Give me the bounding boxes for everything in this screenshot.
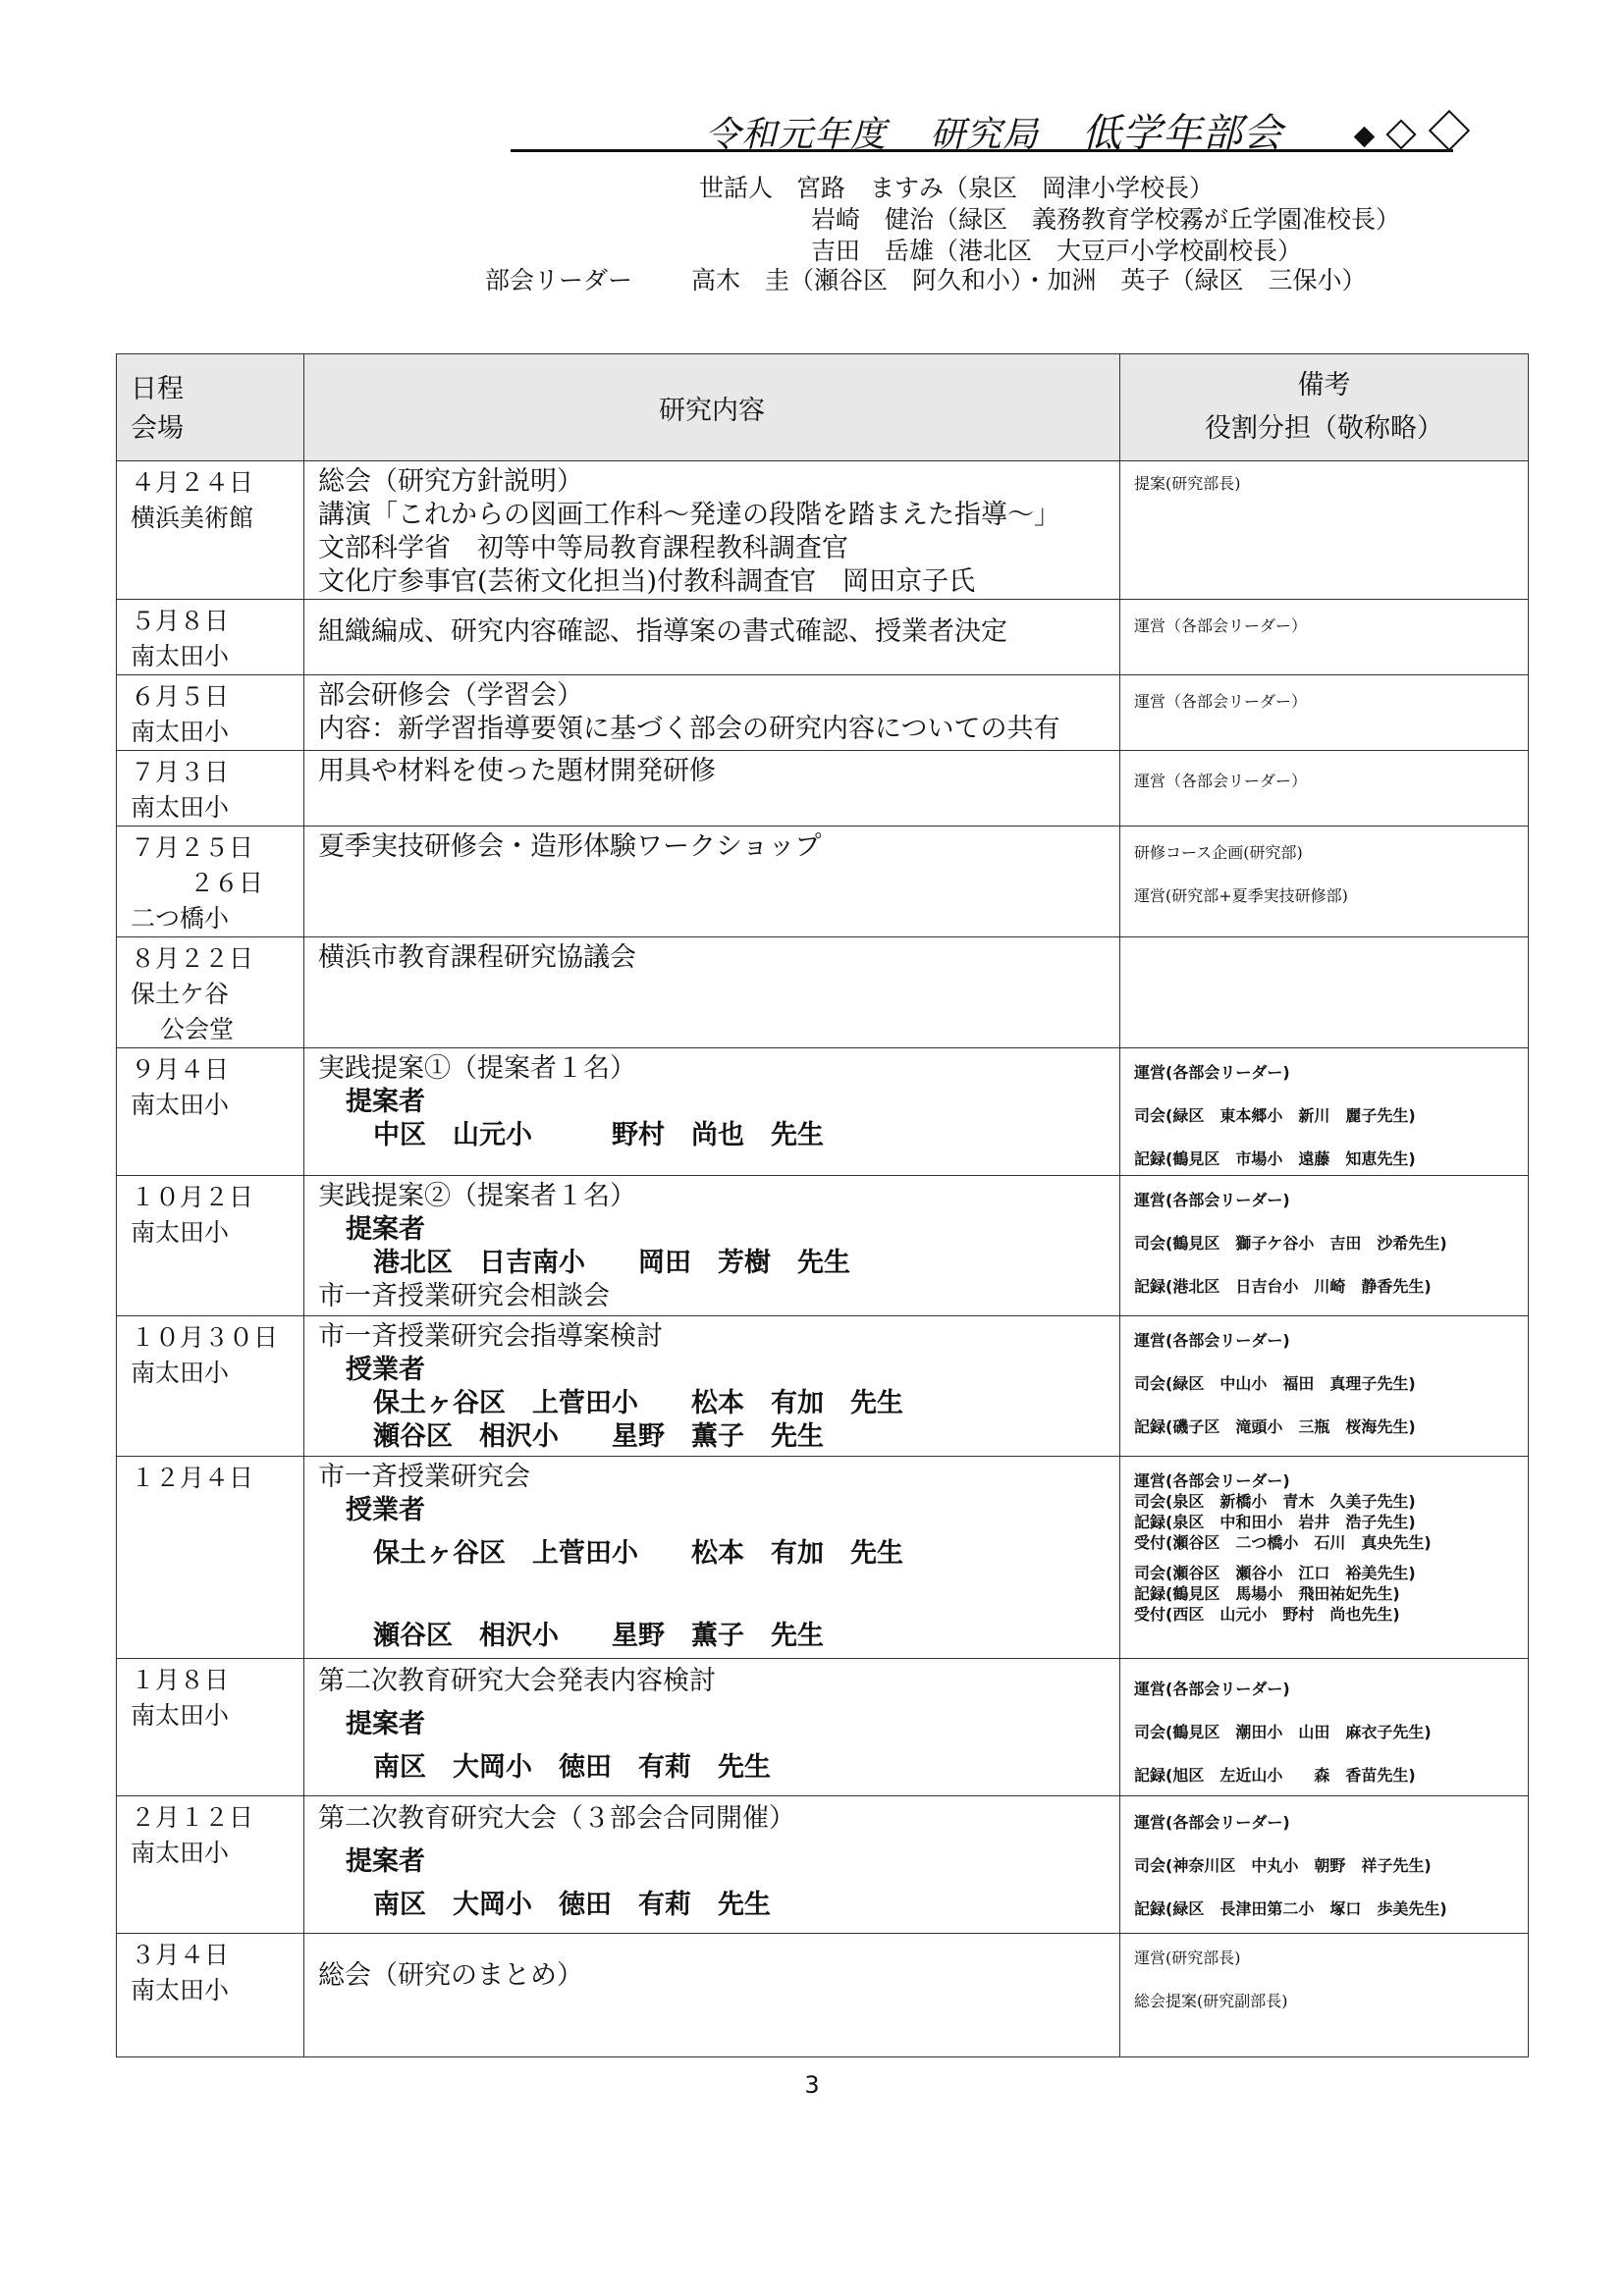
content-line: 市一斉授業研究会 <box>318 1462 530 1492</box>
date: ７月３日 <box>131 758 230 786</box>
remark-line: 記録(緑区 長津田第二小 塚口 歩美先生) <box>1134 1899 1447 1918</box>
content-line: 文化庁参事官(芸術文化担当)付教科調査官 岡田京子氏 <box>318 566 976 597</box>
date-cell <box>117 1048 304 1176</box>
content-line: 授業者 <box>346 1495 425 1525</box>
date: ９月４日 <box>131 1055 230 1084</box>
remarks-cell <box>1120 751 1529 827</box>
content-line: 南区 大岡小 徳田 有莉 先生 <box>373 1752 771 1783</box>
date-cell <box>117 1176 304 1316</box>
date: ６月５日 <box>131 682 230 711</box>
content-cell <box>304 751 1120 827</box>
remark-line: 受付(瀬谷区 二つ橋小 石川 真央先生) <box>1134 1533 1432 1552</box>
content-line: 講演「これからの図画工作科～発達の段階を踏まえた指導～」 <box>318 500 1060 530</box>
remark-line: 記録(旭区 左近山小 森 香苗先生) <box>1134 1766 1416 1785</box>
content-line: 市一斉授業研究会相談会 <box>318 1281 610 1311</box>
date: ８月２２日 <box>131 944 254 973</box>
venue: 公会堂 <box>160 1015 235 1043</box>
content-cell <box>304 1796 1120 1934</box>
content-line: 授業者 <box>346 1355 425 1385</box>
header-content: 研究内容 <box>304 354 1120 461</box>
venue: 南太田小 <box>131 1359 230 1387</box>
content-line: 夏季実技研修会・造形体験ワークショップ <box>318 831 822 862</box>
content-cell <box>304 1176 1120 1316</box>
date-cell <box>117 675 304 751</box>
date-cell <box>117 1457 304 1659</box>
venue: 南太田小 <box>131 1091 230 1119</box>
date-cell <box>117 827 304 937</box>
remarks-cell <box>1120 1457 1529 1659</box>
date: ２６日 <box>189 869 264 897</box>
table-row <box>117 937 1529 1048</box>
table-row <box>117 1659 1529 1796</box>
staff-line-2 <box>811 204 1400 236</box>
venue: 南太田小 <box>131 1701 230 1730</box>
staff-text: 宮路 ますみ（泉区 岡津小学校長） <box>796 174 1215 202</box>
remarks-cell <box>1120 461 1529 600</box>
date-cell <box>117 1316 304 1457</box>
content-line: 実践提案②（提案者１名） <box>318 1181 636 1211</box>
remark-line: 記録(泉区 中和田小 岩井 浩子先生) <box>1134 1513 1416 1531</box>
content-line: 提案者 <box>346 1846 425 1877</box>
venue: 南太田小 <box>131 642 230 670</box>
remark-line: 研修コース企画(研究部) <box>1134 843 1303 862</box>
remarks-cell <box>1120 1048 1529 1176</box>
content-line: 部会研修会（学習会） <box>318 680 583 711</box>
title-year: 令和元年度 <box>705 115 888 155</box>
date: １０月３０日 <box>131 1323 279 1352</box>
remark-line: 運営(各部会リーダー) <box>1134 1680 1290 1698</box>
date-cell <box>117 461 304 600</box>
header-roles: 役割分担（敬称略） <box>1205 413 1443 444</box>
remark-line: 運営(各部会リーダー) <box>1134 1063 1290 1082</box>
remark-line: 記録(港北区 日吉台小 川崎 静香先生) <box>1134 1277 1432 1296</box>
remark-line: 運営(研究部+夏季実技研修部) <box>1134 886 1348 905</box>
table-row <box>117 675 1529 751</box>
date: ２月１２日 <box>131 1803 254 1832</box>
content-cell <box>304 1316 1120 1457</box>
header-remarks <box>1120 354 1529 461</box>
remark-line: 運営(研究部長) <box>1134 1949 1241 1967</box>
remark-line: 提案(研究部長) <box>1134 474 1241 493</box>
content-line: 瀬谷区 相沢小 星野 薫子 先生 <box>373 1621 824 1651</box>
table-row <box>117 1796 1529 1934</box>
staff-line-1 <box>699 173 1214 204</box>
small-diamond-icon <box>1385 119 1416 149</box>
header-date-venue <box>117 354 304 461</box>
table-row <box>117 1934 1529 2057</box>
venue: 横浜美術館 <box>131 504 254 532</box>
remark-line: 運営（各部会リーダー） <box>1134 772 1308 790</box>
date-cell <box>117 1659 304 1796</box>
page-number: 3 <box>804 2071 820 2099</box>
staff-text: 岩崎 健治（緑区 義務教育学校霧が丘学園准校長） <box>811 205 1401 234</box>
date: ４月２４日 <box>131 468 254 497</box>
remarks-cell <box>1120 1176 1529 1316</box>
table-row <box>117 600 1529 675</box>
date: １０月２日 <box>131 1183 254 1211</box>
content-cell <box>304 937 1120 1048</box>
remarks-cell <box>1120 1934 1529 2057</box>
remark-line: 記録(鶴見区 市場小 遠藤 知恵先生) <box>1134 1149 1416 1168</box>
content-cell <box>304 600 1120 675</box>
table-row <box>117 1316 1529 1457</box>
content-cell <box>304 675 1120 751</box>
date-cell <box>117 1934 304 2057</box>
remarks-cell <box>1120 675 1529 751</box>
remarks-cell <box>1120 1659 1529 1796</box>
venue: 南太田小 <box>131 1218 230 1247</box>
content-cell <box>304 1659 1120 1796</box>
remark-line: 運営(各部会リーダー) <box>1134 1191 1290 1209</box>
content-line: 実践提案①（提案者１名） <box>318 1053 636 1084</box>
venue: 南太田小 <box>131 1839 230 1867</box>
table-row <box>117 1176 1529 1316</box>
content-line: 総会（研究のまとめ） <box>318 1960 583 1991</box>
content-line: 提案者 <box>346 1709 425 1739</box>
content-cell <box>304 461 1120 600</box>
remarks-cell <box>1120 937 1529 1048</box>
content-line: 文部科学省 初等中等局教育課程教科調査官 <box>318 533 848 563</box>
remarks-cell <box>1120 1796 1529 1934</box>
table-row <box>117 1048 1529 1176</box>
date-cell <box>117 1796 304 1934</box>
table-row <box>117 461 1529 600</box>
large-diamond-icon <box>1429 110 1470 151</box>
content-line: 第二次教育研究大会発表内容検討 <box>318 1666 716 1696</box>
title-committee: 低学年部会 <box>1082 111 1284 156</box>
header-venue: 会場 <box>131 413 184 444</box>
remarks-cell <box>1120 827 1529 937</box>
remark-line: 司会(鶴見区 獅子ケ谷小 吉田 沙希先生) <box>1134 1234 1447 1253</box>
content-line: 中区 山元小 野村 尚也 先生 <box>373 1120 824 1150</box>
content-line: 第二次教育研究大会（３部会合同開催） <box>318 1803 795 1834</box>
content-line: 総会（研究方針説明） <box>318 466 583 497</box>
remark-line: 司会(緑区 中山小 福田 真理子先生) <box>1134 1374 1416 1393</box>
venue: 南太田小 <box>131 793 230 822</box>
staff-role: 世話人 <box>699 174 774 202</box>
venue: 二つ橋小 <box>131 904 230 933</box>
remark-line: 運営(各部会リーダー) <box>1134 1331 1290 1350</box>
content-cell <box>304 827 1120 937</box>
content-line: 南区 大岡小 徳田 有莉 先生 <box>373 1890 771 1920</box>
venue: 南太田小 <box>131 1976 230 2004</box>
header-date: 日程 <box>131 374 184 404</box>
remark-line: 運営(各部会リーダー) <box>1134 1813 1290 1832</box>
date: ７月２５日 <box>131 833 254 862</box>
header-remarks-title: 備考 <box>1297 370 1351 400</box>
remark-line: 司会(泉区 新橋小 青木 久美子先生) <box>1134 1492 1416 1511</box>
remark-line: 記録(磯子区 滝頭小 三瓶 桜海先生) <box>1134 1417 1416 1436</box>
date-cell <box>117 751 304 827</box>
remarks-cell <box>1120 600 1529 675</box>
remark-line: 運営（各部会リーダー） <box>1134 616 1308 635</box>
staff-role: 部会リーダー <box>485 266 633 294</box>
content-cell <box>304 1457 1120 1659</box>
content-line: 用具や材料を使った題材開発研修 <box>318 756 716 786</box>
content-line: 提案者 <box>346 1087 425 1117</box>
remark-line: 運営(各部会リーダー) <box>1134 1471 1290 1490</box>
content-line: 保土ヶ谷区 上菅田小 松本 有加 先生 <box>373 1388 903 1418</box>
date: ３月４日 <box>131 1941 230 1969</box>
remark-line: 司会(神奈川区 中丸小 朝野 祥子先生) <box>1134 1856 1432 1875</box>
date-cell <box>117 600 304 675</box>
content-line: 組織編成、研究内容確認、指導案の書式確認、授業者決定 <box>318 616 1007 647</box>
date-cell <box>117 937 304 1048</box>
content-line: 保土ヶ谷区 上菅田小 松本 有加 先生 <box>373 1538 903 1569</box>
staff-text: 高木 圭（瀬谷区 阿久和小）・加洲 英子（緑区 三保小） <box>691 266 1367 294</box>
title-underline <box>511 149 1453 152</box>
table-row <box>117 751 1529 827</box>
date: ５月８日 <box>131 607 230 635</box>
staff-line-4 <box>485 265 1367 296</box>
content-line: 横浜市教育課程研究協議会 <box>318 942 636 973</box>
remark-line: 受付(西区 山元小 野村 尚也先生) <box>1134 1605 1400 1624</box>
remark-line: 記録(鶴見区 馬場小 飛田祐妃先生) <box>1134 1584 1400 1603</box>
table-row <box>117 1457 1529 1659</box>
content-cell <box>304 1048 1120 1176</box>
schedule-table <box>116 353 1529 2057</box>
remark-line: 司会(緑区 東本郷小 新川 麗子先生) <box>1134 1106 1416 1125</box>
venue: 南太田小 <box>131 718 230 746</box>
content-line: 提案者 <box>346 1214 425 1245</box>
title-bureau: 研究局 <box>930 115 1040 155</box>
content-line: 市一斉授業研究会指導案検討 <box>318 1321 663 1352</box>
table-header-row <box>117 354 1529 461</box>
content-line: 港北区 日吉南小 岡田 芳樹 先生 <box>373 1248 850 1278</box>
remark-line: 総会提案(研究副部長) <box>1134 1992 1288 2010</box>
staff-line-3 <box>811 236 1302 267</box>
staff-text: 吉田 岳雄（港北区 大豆戸小学校副校長） <box>811 237 1303 265</box>
content-line: 内容：新学習指導要領に基づく部会の研究内容についての共有 <box>318 714 1060 744</box>
venue: 保土ケ谷 <box>131 980 230 1008</box>
remarks-cell <box>1120 1316 1529 1457</box>
filled-diamond-icon <box>1354 127 1375 147</box>
remark-line: 運営（各部会リーダー） <box>1134 692 1308 711</box>
date: １２月４日 <box>131 1464 254 1492</box>
table-row <box>117 827 1529 937</box>
content-cell <box>304 1934 1120 2057</box>
remark-line: 司会(瀬谷区 瀬谷小 江口 裕美先生) <box>1134 1564 1416 1582</box>
remark-line: 司会(鶴見区 潮田小 山田 麻衣子先生) <box>1134 1723 1432 1741</box>
content-line: 瀬谷区 相沢小 星野 薫子 先生 <box>373 1421 824 1452</box>
date: １月８日 <box>131 1666 230 1694</box>
